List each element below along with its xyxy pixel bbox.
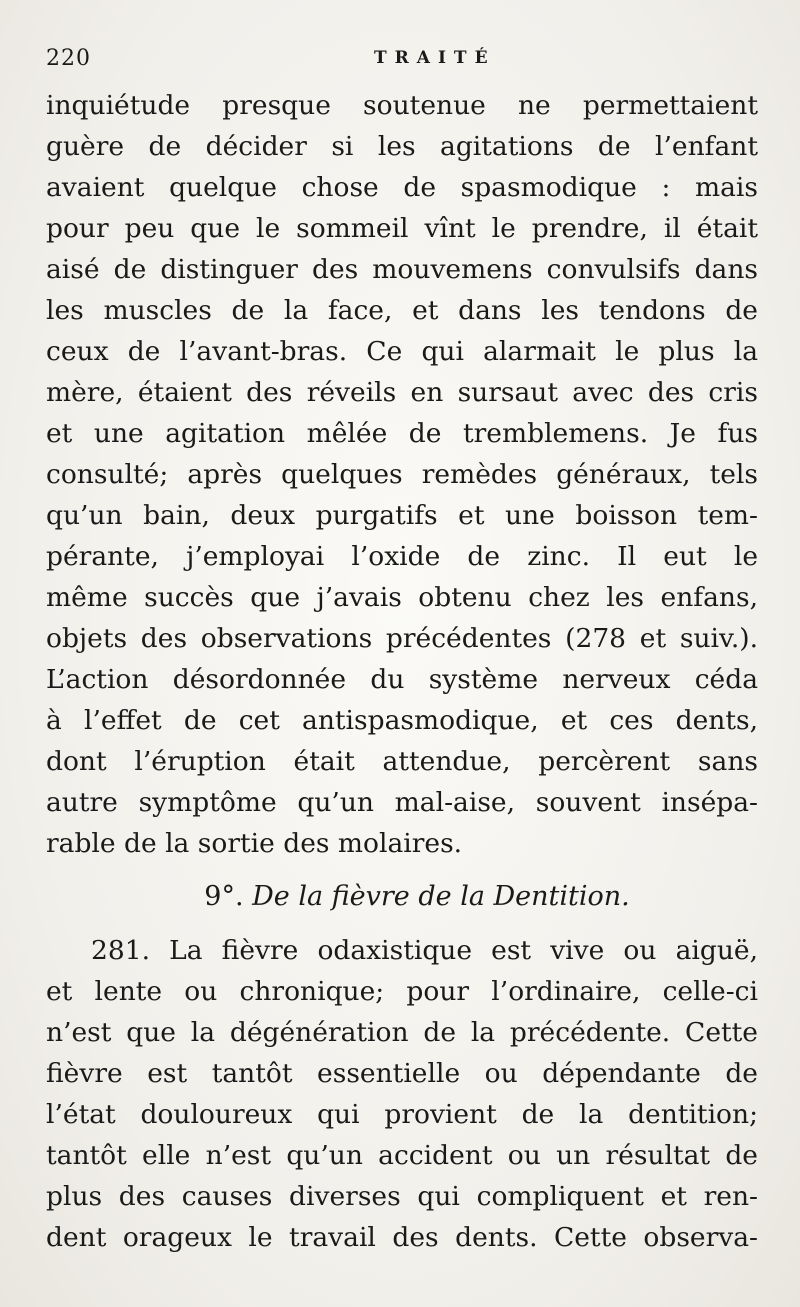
text-line: dont l’éruption était attendue, percèrent sans — [46, 746, 758, 777]
section-title: De la fièvre de la Dentition. — [252, 881, 630, 912]
text-line: pour peu que le sommeil vînt le prendre, il était — [46, 213, 758, 244]
section-number: 9°. — [204, 881, 244, 912]
text-line: consulté; après quelques remèdes généraux, tels — [46, 459, 758, 490]
text-line: ceux de l’avant-bras. Ce qui alarmait le plus la — [46, 336, 758, 367]
text-line: mère, étaient des réveils en sursaut avec des cris — [46, 377, 758, 408]
page-header — [46, 46, 706, 74]
text-line: objets des observations précédentes (278 et suiv.). — [46, 623, 758, 654]
text-line: qu’un bain, deux purgatifs et une boisson tem- — [46, 500, 758, 531]
text-line: et lente ou chronique; pour l’ordinaire, celle-ci — [46, 976, 758, 1007]
text-line: L’action désordonnée du système nerveux céda — [46, 664, 758, 695]
text-line: et une agitation mêlée de tremblemens. Je fus — [46, 418, 758, 449]
text-line: fièvre est tantôt essentielle ou dépendante de — [46, 1058, 758, 1089]
text-line: autre symptôme qu’un mal-aise, souvent insépa- — [46, 787, 758, 818]
text-line: tantôt elle n’est qu’un accident ou un résultat de — [46, 1140, 758, 1171]
body-text — [46, 85, 758, 1258]
text-line: n’est que la dégénération de la précédente. Cette — [46, 1017, 758, 1048]
text-line: à l’effet de cet antispasmodique, et ces dents, — [46, 705, 758, 736]
text-line: dent orageux le travail des dents. Cette observa- — [46, 1222, 758, 1253]
text-line: même succès que j’avais obtenu chez les enfans, — [46, 582, 758, 613]
text-line: 281. La fièvre odaxistique est vive ou aiguë, — [91, 935, 758, 966]
section-heading — [46, 864, 758, 930]
text-line: pérante, j’employai l’oxide de zinc. Il eut le — [46, 541, 758, 572]
paragraph-281 — [46, 930, 758, 1258]
running-title: TRAITÉ — [374, 48, 496, 68]
text-line: inquiétude presque soutenue ne permettaient — [46, 90, 758, 121]
text-line: plus des causes diverses qui compliquent et ren- — [46, 1181, 758, 1212]
text-line: avaient quelque chose de spasmodique : mais — [46, 172, 758, 203]
text-line: l’état douloureux qui provient de la dentition; — [46, 1099, 758, 1130]
text-line: guère de décider si les agitations de l’enfant — [46, 131, 758, 162]
text-line: aisé de distinguer des mouvemens convulsifs dans — [46, 254, 758, 285]
text-line: rable de la sortie des molaires. — [46, 828, 463, 859]
text-line: les muscles de la face, et dans les tendons de — [46, 295, 758, 326]
paragraph-continuation — [46, 85, 758, 864]
page-number: 220 — [46, 46, 91, 71]
